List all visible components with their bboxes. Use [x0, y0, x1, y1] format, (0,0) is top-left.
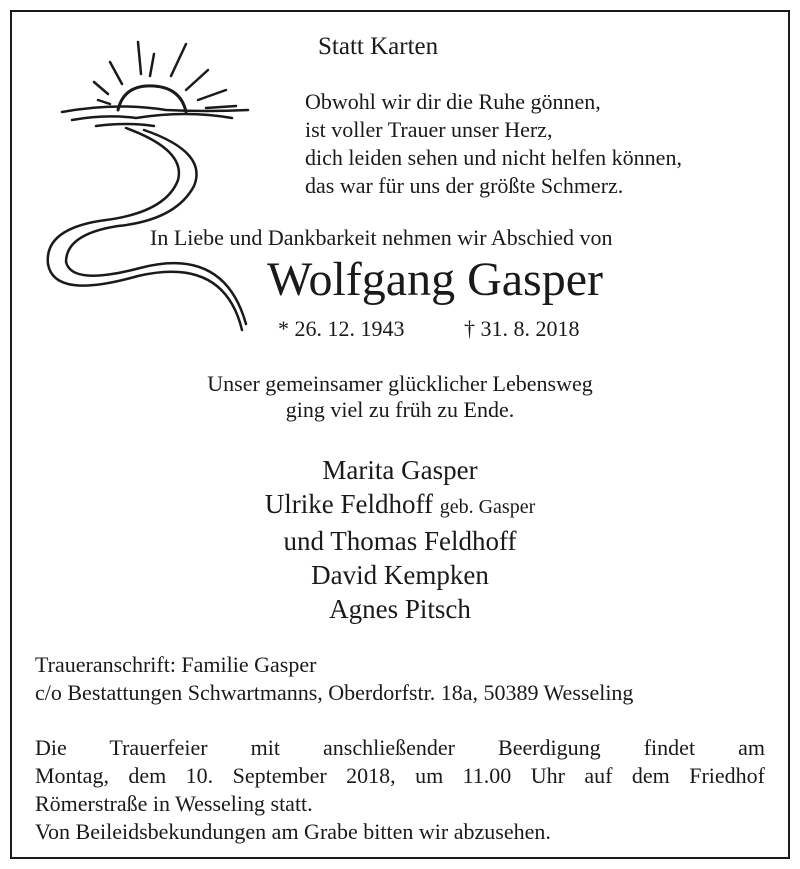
death-date: † 31. 8. 2018 — [464, 316, 580, 341]
poem — [305, 88, 682, 200]
service-line: Römerstraße in Wesseling statt. — [35, 791, 313, 816]
deceased-name: Wolfgang Gasper — [266, 253, 604, 306]
poem-line: das war für uns der größte Schmerz. — [305, 173, 624, 198]
poem-line: ist voller Trauer unser Herz, — [305, 117, 553, 142]
birth-date: * 26. 12. 1943 — [278, 316, 405, 341]
family-member: David Kempken — [311, 560, 489, 590]
motto-line: ging viel zu früh zu Ende. — [285, 397, 515, 422]
family-member: Ulrike Feldhoff geb. Gasper — [264, 489, 536, 519]
family-member: Marita Gasper — [322, 455, 478, 485]
service-line: Montag, dem 10. September 2018, um 11.00 Uhr auf dem Friedhof — [35, 763, 765, 788]
motto-line: Unser gemeinsamer glücklicher Lebensweg — [207, 371, 593, 396]
maiden-name: geb. Gasper — [439, 496, 536, 518]
family-member: und Thomas Feldhoff — [283, 526, 517, 556]
family-list — [0, 453, 800, 626]
statt-karten: Statt Karten — [318, 33, 439, 60]
poem-line: Obwohl wir dir die Ruhe gönnen, — [305, 89, 601, 114]
service-line: Von Beileidsbekundungen am Grabe bitten wir abzusehen. — [35, 819, 551, 844]
mourning-address — [35, 651, 633, 707]
motto — [0, 371, 800, 423]
poem-line: dich leiden sehen und nicht helfen können, — [305, 145, 682, 170]
farewell-intro: In Liebe und Dankbarkeit nehmen wir Abschied von — [150, 225, 613, 250]
funeral-service-info — [35, 734, 765, 846]
family-member: Agnes Pitsch — [329, 594, 471, 624]
address-line: Traueranschrift: Familie Gasper — [35, 652, 317, 677]
service-line: Die Trauerfeier mit anschließender Beerdigung findet am — [35, 735, 765, 760]
address-line: c/o Bestattungen Schwartmanns, Oberdorfstr. 18a, 50389 Wesseling — [35, 680, 634, 705]
